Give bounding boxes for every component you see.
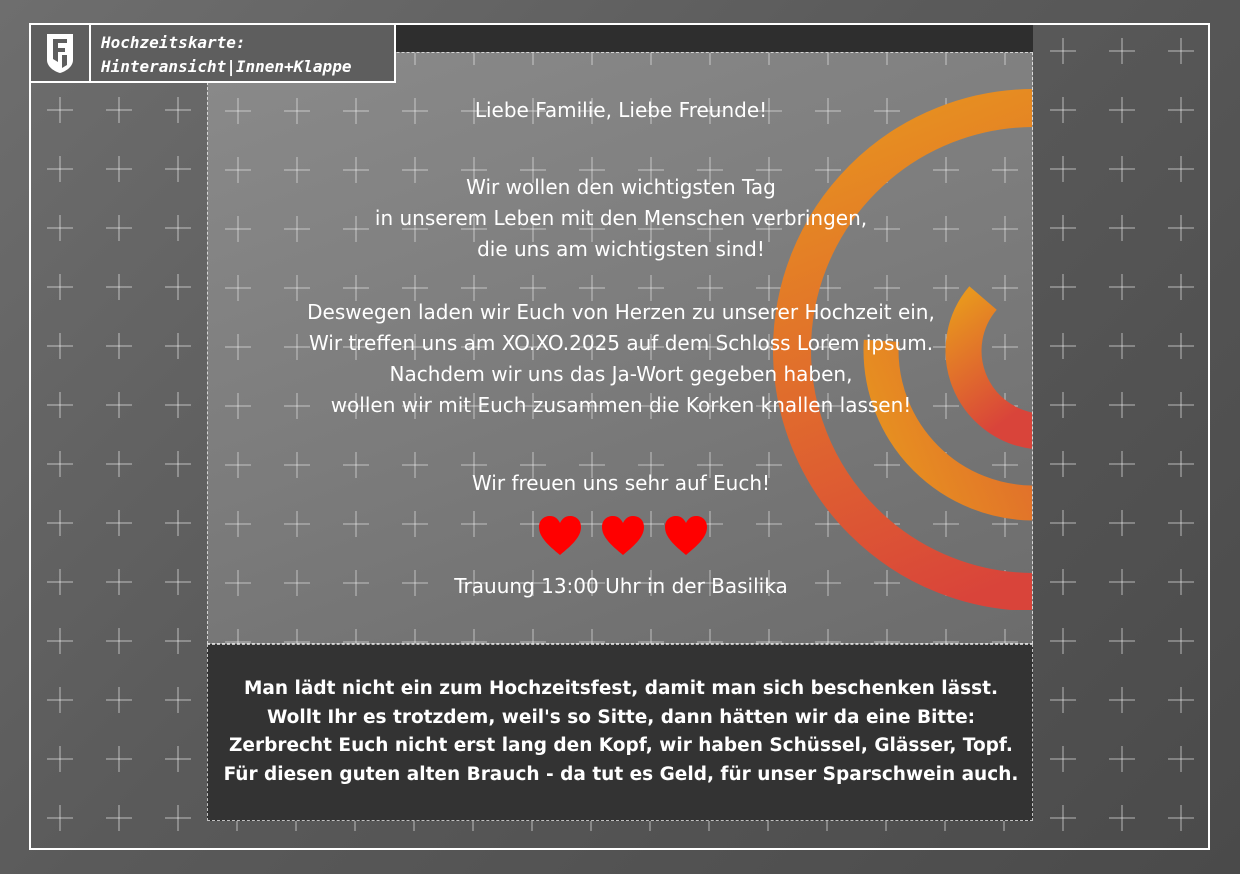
- flap-line: Wollt Ihr es trotzdem, weil's so Sitte, dann hätten wir da eine Bitte:: [266, 706, 976, 728]
- paragraph-1-line: in unserem Leben mit den Menschen verbringen,: [374, 206, 868, 230]
- title-line-2: Hinteransicht|Innen+Klappe: [101, 57, 352, 76]
- flap-line: Für diesen guten alten Brauch - da tut es Geld, für unser Sparschwein auch.: [223, 763, 1019, 785]
- heart-icon: [664, 515, 708, 557]
- title-line-1: Hochzeitskarte:: [101, 33, 246, 52]
- paragraph-2: [208, 297, 1033, 421]
- shield-logo-icon: [45, 32, 75, 74]
- ceremony-info: Trauung 13:00 Uhr in der Basilika: [454, 574, 788, 598]
- paragraph-2-line: Deswegen laden wir Euch von Herzen zu unserer Hochzeit ein,: [307, 300, 935, 324]
- top-bar: [396, 25, 1033, 52]
- paragraph-2-line: wollen wir mit Euch zusammen die Korken knallen lassen!: [330, 393, 912, 417]
- paragraph-1-line: die uns am wichtigsten sind!: [477, 237, 765, 261]
- logo-cell: [31, 25, 91, 81]
- flap-line: Man lädt nicht ein zum Hochzeitsfest, damit man sich beschenken lässt.: [244, 678, 998, 699]
- greeting: Liebe Familie, Liebe Freunde!: [474, 98, 768, 122]
- heart-icon: [538, 515, 582, 557]
- closing-line: Wir freuen uns sehr auf Euch!: [471, 471, 771, 495]
- flap-poem: [208, 675, 1033, 789]
- inner-card: [207, 52, 1033, 644]
- heart-icon: [601, 515, 645, 557]
- card-flap: [207, 644, 1033, 821]
- paragraph-1: [208, 172, 1033, 265]
- flap-line: Zerbrecht Euch nicht erst lang den Kopf, wir haben Schüssel, Glässer, Topf.: [229, 735, 1013, 756]
- paragraph-1-line: Wir wollen den wichtigsten Tag: [466, 175, 776, 199]
- paragraph-2-line: Nachdem wir uns das Ja-Wort gegeben haben,: [389, 362, 853, 386]
- title-box: [29, 23, 396, 83]
- page-title: [91, 25, 361, 81]
- hearts-row: [538, 515, 708, 559]
- paragraph-2-line: Wir treffen uns am XO.XO.2025 auf dem Schloss Lorem ipsum.: [308, 331, 934, 355]
